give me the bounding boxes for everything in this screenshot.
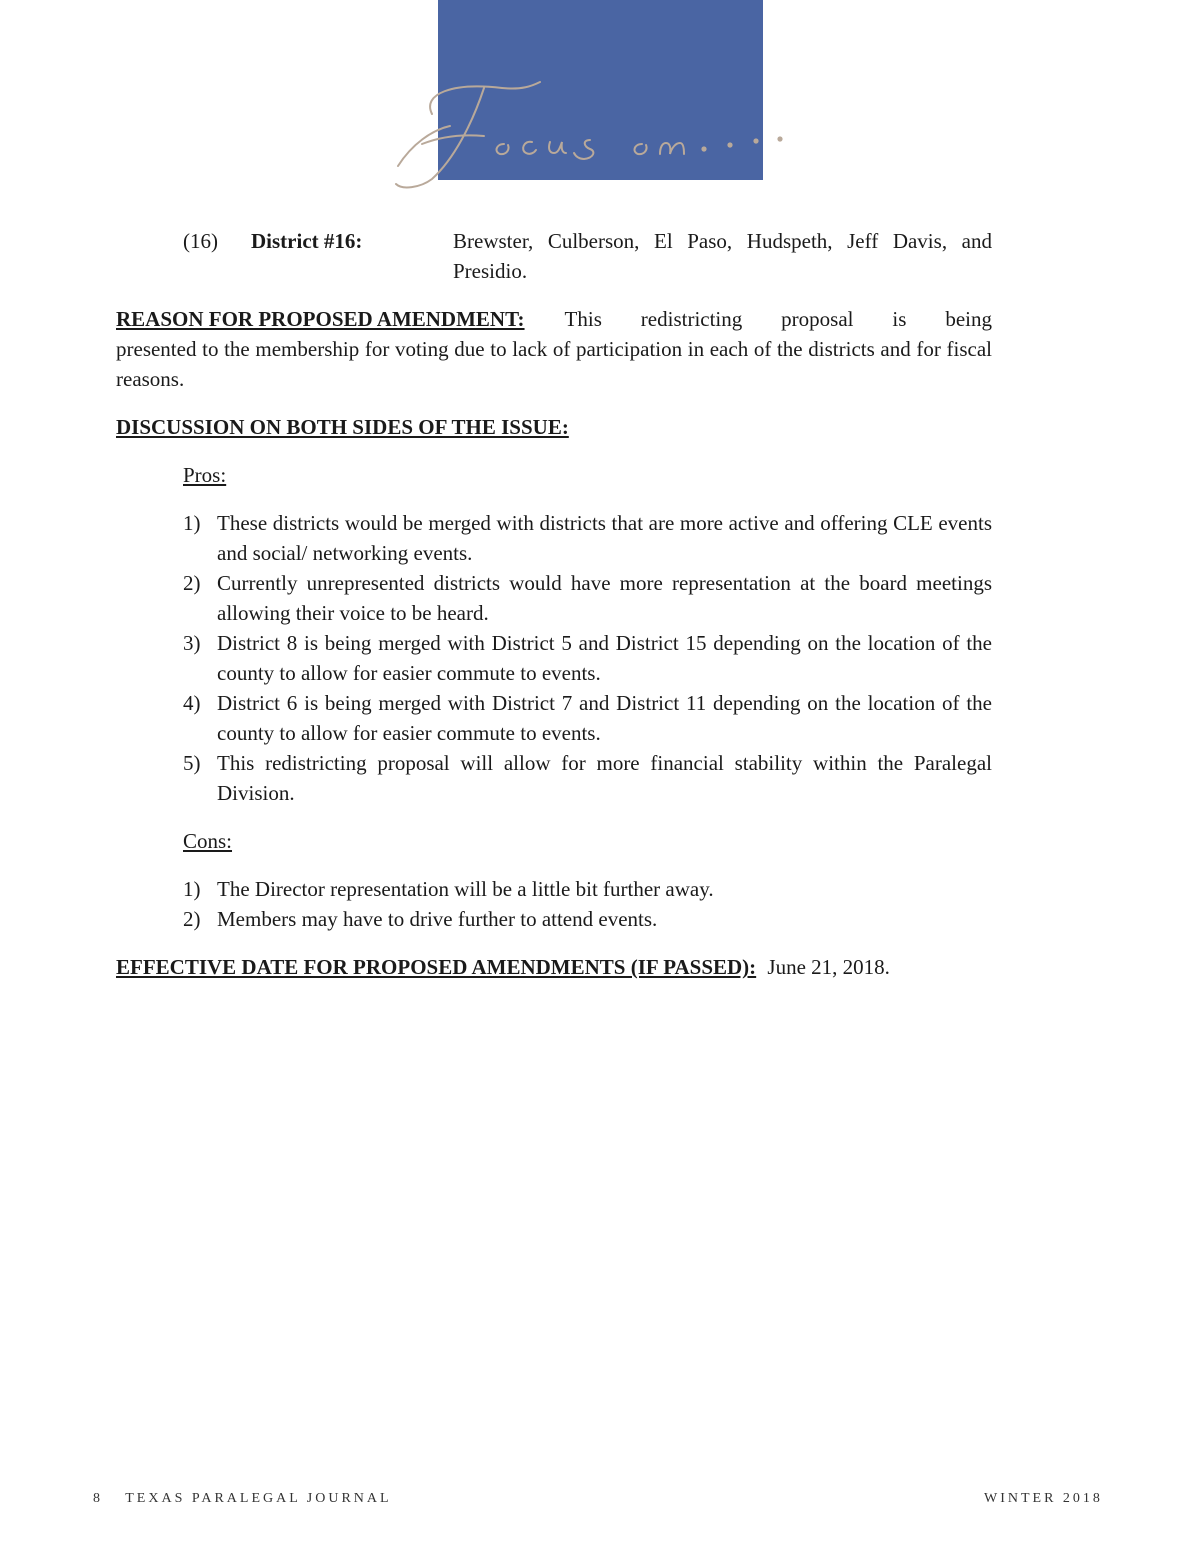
- list-item: [183, 628, 992, 688]
- effective-date: June 21, 2018.: [767, 955, 890, 979]
- pros-label: Pros:: [183, 463, 227, 487]
- list-item-number: 1): [183, 877, 201, 901]
- reason-first-line: [116, 304, 992, 334]
- list-item: [183, 874, 992, 904]
- list-item-text: This redistricting proposal will allow for more financial stability within the Paralegal Division.: [217, 751, 992, 805]
- article-content: [116, 226, 992, 982]
- district-counties: [453, 226, 992, 286]
- effective-date-section: [116, 952, 992, 982]
- discussion-heading: DISCUSSION ON BOTH SIDES OF THE ISSUE:: [116, 415, 569, 439]
- list-item: [183, 748, 992, 808]
- reason-section: [116, 304, 992, 394]
- pros-list: [116, 508, 992, 808]
- cons-label: Cons:: [183, 829, 233, 853]
- list-item: [183, 904, 992, 934]
- cons-list: [116, 874, 992, 934]
- list-item-number: 3): [183, 631, 201, 655]
- district-entry: [116, 226, 992, 286]
- list-item-text: District 6 is being merged with District 7 and District 11 depending on the location of the county to allow for easier commute to events.: [217, 691, 992, 745]
- district-number: (16): [183, 229, 218, 253]
- effective-heading: EFFECTIVE DATE FOR PROPOSED AMENDMENTS (IF PASSED):: [116, 955, 757, 979]
- list-item: [183, 688, 992, 748]
- list-item-number: 5): [183, 751, 201, 775]
- district-label: District #16:: [251, 229, 363, 253]
- list-item-text: Currently unrepresented districts would have more representation at the board meetings allowing their voice to be heard.: [217, 571, 992, 625]
- list-item-text: These districts would be merged with districts that are more active and offering CLE events and social/ networking events.: [217, 511, 992, 565]
- reason-text-line1: This redistricting proposal is being: [564, 307, 992, 331]
- reason-text-rest: presented to the membership for voting due to lack of participation in each of the districts and for fiscal reasons.: [116, 337, 992, 391]
- focus-on-logo: [392, 74, 792, 194]
- journal-name: TEXAS PARALEGAL JOURNAL: [125, 1491, 392, 1506]
- district-counties-line1: Brewster, Culberson, El Paso, Hudspeth, Jeff Davis, and: [453, 229, 992, 253]
- footer-left: [93, 1491, 392, 1507]
- list-item-number: 2): [183, 907, 201, 931]
- list-item-text: District 8 is being merged with District 5 and District 15 depending on the location of the county to allow for easier commute to events.: [217, 631, 992, 685]
- list-item-number: 2): [183, 571, 201, 595]
- list-item-number: 4): [183, 691, 201, 715]
- list-item-number: 1): [183, 511, 201, 535]
- list-item-text: The Director representation will be a little bit further away.: [217, 877, 714, 901]
- discussion-heading-row: [116, 412, 992, 442]
- district-counties-line2: Presidio.: [453, 259, 528, 283]
- page-number: 8: [93, 1491, 103, 1506]
- footer-issue: WINTER 2018: [984, 1491, 1103, 1506]
- list-item: [183, 568, 992, 628]
- reason-heading: REASON FOR PROPOSED AMENDMENT:: [116, 307, 525, 331]
- list-item: [183, 508, 992, 568]
- list-item-text: Members may have to drive further to attend events.: [217, 907, 658, 931]
